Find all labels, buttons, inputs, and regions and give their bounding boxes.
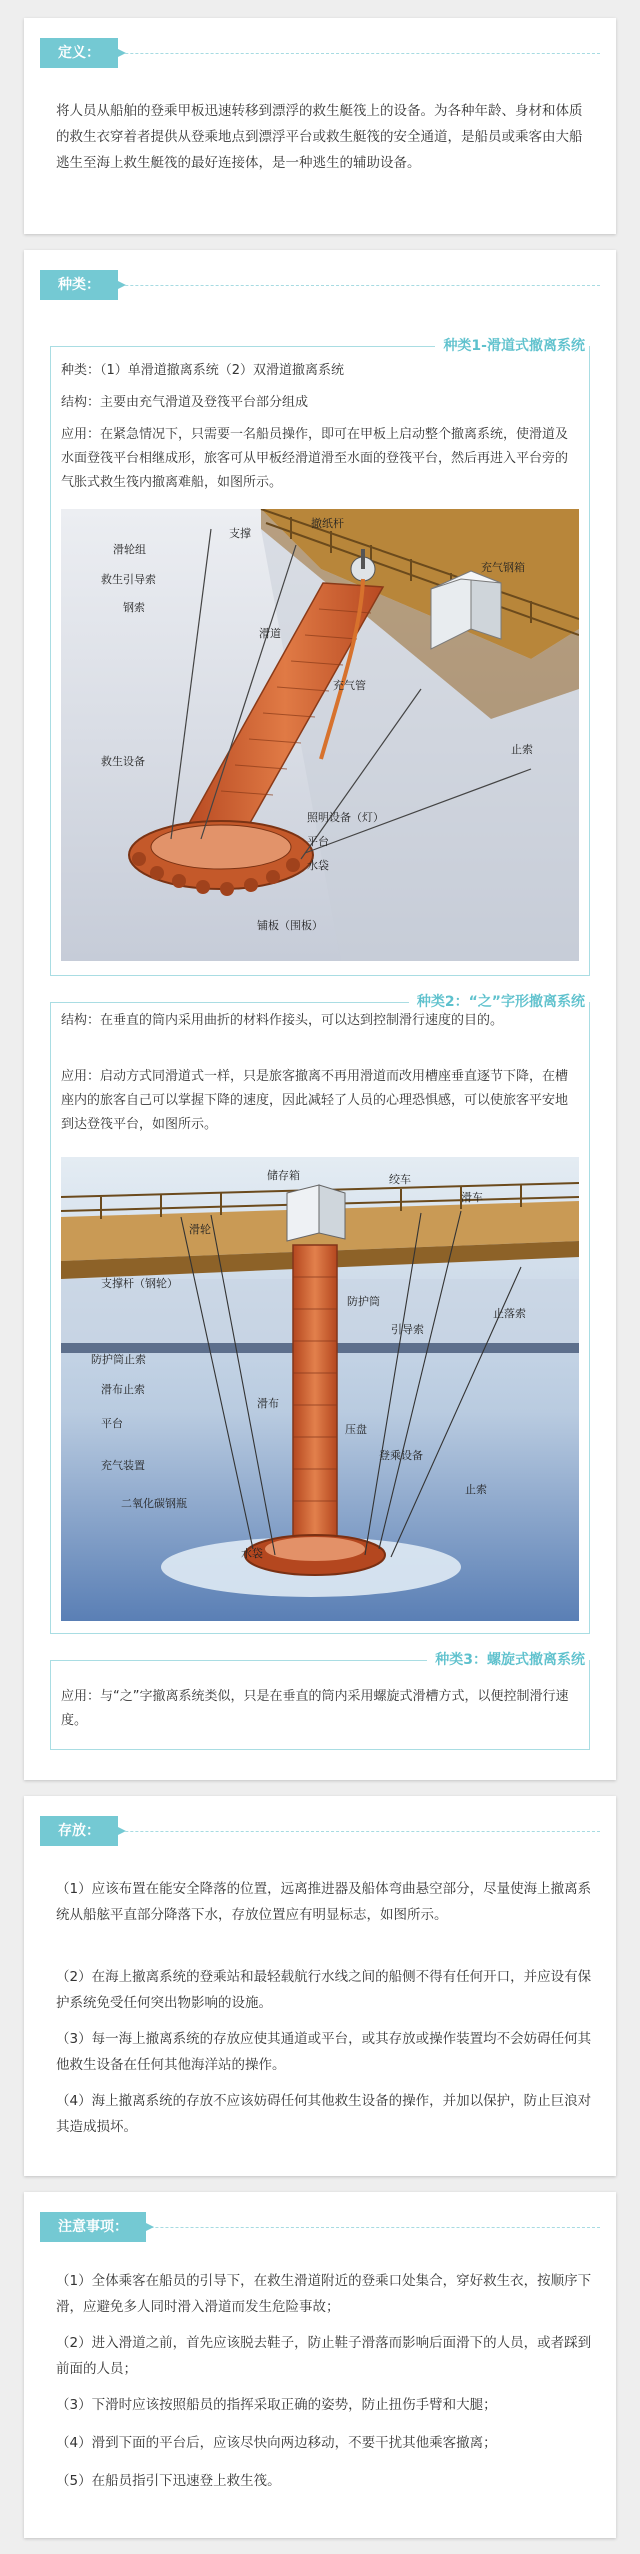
label-fall-arrest-rope: 止落索 — [493, 1307, 526, 1320]
types-tag: 种类： — [40, 270, 118, 300]
label-pulley-wheel: 滑轮 — [189, 1223, 211, 1236]
label-inflation-box: 充气钢箱 — [481, 561, 525, 574]
label-storage-box: 储存箱 — [267, 1169, 300, 1182]
definition-header — [40, 38, 600, 68]
definition-text: 将人员从船舶的登乘甲板迅速转移到漂浮的救生艇筏上的设备。为各种年龄、身材和体质的救生衣穿着者提供从登乘地点到漂浮平台或救生艇筏的安全通道，是船员或乘客由大船逃生至海上救生艇筏的最好连接体，是一种逃生的辅助设备。 — [56, 103, 583, 171]
slide-system-drawing — [61, 509, 579, 961]
label-boarding-device: 登乘设备 — [379, 1449, 423, 1462]
label-platform: 平台 — [101, 1417, 123, 1430]
note-item: （5）在船员指引下迅速登上救生筏。 — [56, 2473, 281, 2489]
note-item: （4）滑到下面的平台后，应该尽快向两边移动，不要干扰其他乘客撤离； — [56, 2435, 497, 2451]
type2-structure: 结构：在垂直的筒内采用曲折的材料作接头，可以达到控制滑行速度的目的。 — [61, 1013, 504, 1028]
type2-application: 应用：启动方式同滑道式一样，只是旅客撤离不再用滑道而改用槽座垂直逐节下降，在槽座内的旅客自己可以掌握下降的速度，因此减轻了人员的心理恐惧感，可以使旅客平安地到达登筏平台，如图所示。 — [61, 1069, 569, 1132]
notes-card — [24, 2192, 616, 2538]
storage-card — [24, 1796, 616, 2176]
notes-header — [40, 2212, 600, 2242]
label-inflation-pipe: 充气管 — [333, 679, 366, 692]
label-stop-rope: 止索 — [465, 1483, 487, 1496]
type2-box — [50, 994, 590, 1634]
storage-tag: 存放： — [40, 1816, 118, 1846]
label-steel-cable: 钢索 — [123, 601, 145, 614]
label-rescue-device: 救生设备 — [101, 755, 145, 768]
note-item: （1）全体乘客在船员的引导下，在救生滑道附近的登乘口处集合，穿好救生衣，按顺序下滑，应避免多人同时滑入滑道而发生危险事故； — [56, 2273, 592, 2315]
label-lighting: 照明设备（灯） — [307, 811, 384, 824]
label-protective-tube: 防护筒 — [347, 1295, 380, 1308]
label-paper-pole: 撤纸杆 — [311, 517, 344, 530]
label-pulley-block: 滑车 — [461, 1191, 483, 1204]
zigzag-system-drawing — [61, 1157, 579, 1621]
storage-item: （2）在海上撤离系统的登乘站和最轻载航行水线之间的船侧不得有任何开口，并应设有保护系统免受任何突出物影响的设施。 — [56, 1969, 592, 2011]
label-support: 支撑 — [229, 527, 251, 540]
label-winch: 绞车 — [389, 1173, 411, 1186]
label-chute: 滑道 — [259, 627, 281, 640]
type1-kinds: 种类：（1）单滑道撤离系统（2）双滑道撤离系统 — [61, 363, 345, 378]
zigzag-system-illustration — [61, 1157, 579, 1621]
type1-title: 种类1-滑道式撤离系统 — [435, 335, 589, 357]
label-deck-board: 铺板（围板） — [257, 919, 323, 932]
label-platform: 平台 — [307, 835, 329, 848]
label-water-bag: 水袋 — [241, 1547, 263, 1560]
type2-title: 种类2：“之”字形撤离系统 — [409, 991, 589, 1013]
label-pulley: 滑轮组 — [113, 543, 146, 556]
type3-title: 种类3：螺旋式撤离系统 — [427, 1649, 589, 1671]
notes-tag: 注意事项： — [40, 2212, 146, 2242]
storage-header — [40, 1816, 600, 1846]
storage-item: （4）海上撤离系统的存放不应该妨碍任何其他救生设备的操作，并加以保护，防止巨浪对其造成损坏。 — [56, 2093, 592, 2135]
note-item: （2）进入滑道之前，首先应该脱去鞋子，防止鞋子滑落而影响后面滑下的人员，或者踩到前面的人员； — [56, 2335, 592, 2377]
types-header — [40, 270, 600, 300]
label-cloth-stop-rope: 滑布止索 — [101, 1383, 145, 1396]
slide-system-illustration — [61, 509, 579, 961]
label-stop-rope: 止索 — [511, 743, 533, 756]
label-co2-cylinder: 二氧化碳钢瓶 — [121, 1497, 187, 1510]
label-guide-rope: 救生引导索 — [101, 573, 156, 586]
type1-structure: 结构：主要由充气滑道及登筏平台部分组成 — [61, 395, 309, 410]
type3-application: 应用：与“之”字撤离系统类似，只是在垂直的筒内采用螺旋式滑槽方式，以便控制滑行速度。 — [61, 1689, 569, 1728]
type3-box — [50, 1652, 590, 1750]
label-pressure-plate: 压盘 — [345, 1423, 367, 1436]
types-card — [24, 250, 616, 1780]
label-tube-stop-rope: 防护筒止索 — [91, 1353, 146, 1366]
note-item: （3）下滑时应该按照船员的指挥采取正确的姿势，防止扭伤手臂和大腿； — [56, 2397, 497, 2413]
label-guide-rope: 引导索 — [391, 1323, 424, 1336]
type1-application: 应用：在紧急情况下，只需要一名船员操作，即可在甲板上启动整个撤离系统，使滑道及水面登筏平台相继成形，旅客可从甲板经滑道滑至水面的登筏平台，然后再进入平台旁的气胀式救生筏内撤离难船，如图所示。 — [61, 427, 569, 490]
label-support-rod: 支撑杆（钢轮） — [101, 1277, 178, 1290]
storage-item: （1）应该布置在能安全降落的位置，远离推进器及船体弯曲悬空部分，尽量使海上撤离系统从船舷平直部分降落下水，存放位置应有明显标志，如图所示。 — [56, 1881, 592, 1923]
definition-tag: 定义： — [40, 38, 118, 68]
label-water-bag: 水袋 — [307, 859, 329, 872]
type1-box — [50, 338, 590, 976]
label-slide-cloth: 滑布 — [257, 1397, 279, 1410]
storage-item: （3）每一海上撤离系统的存放应使其通道或平台，或其存放或操作装置均不会妨碍任何其他救生设备在任何其他海洋站的操作。 — [56, 2031, 592, 2073]
definition-card — [24, 18, 616, 234]
label-inflation-device: 充气装置 — [101, 1459, 145, 1472]
